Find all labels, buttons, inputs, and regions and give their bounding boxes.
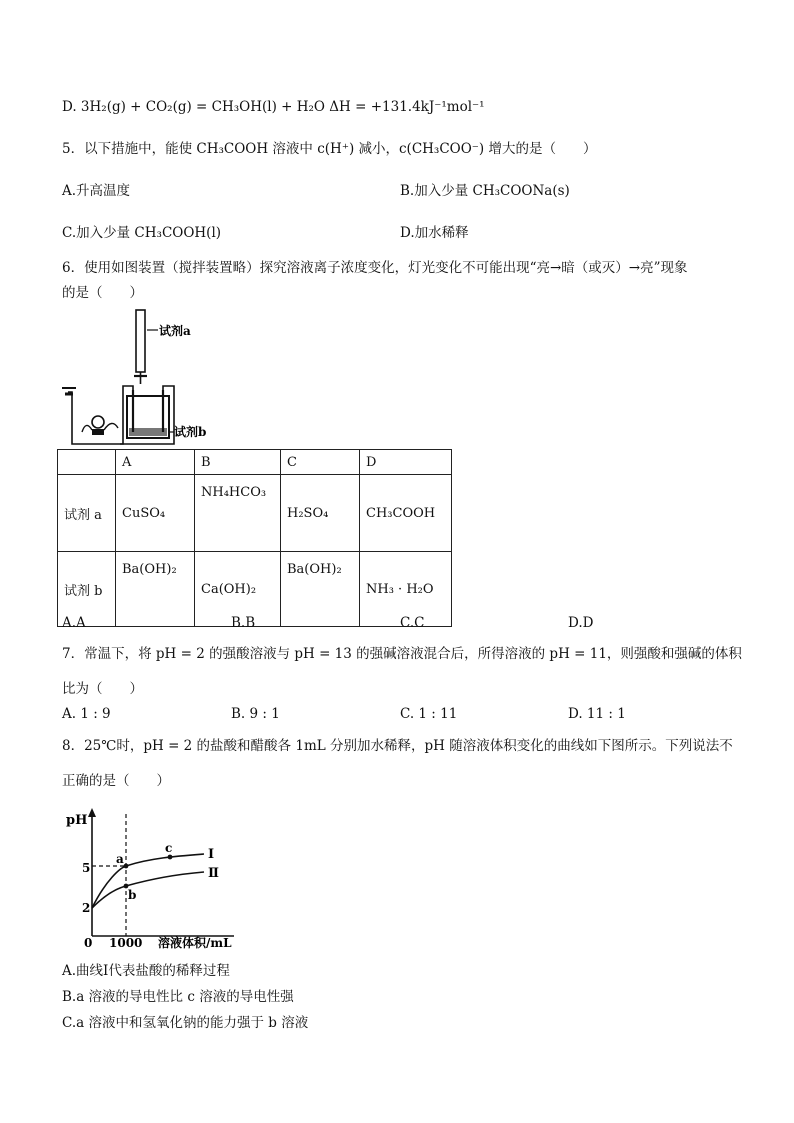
q6-option-d: D.D <box>568 615 594 631</box>
table-cell: 试剂 a <box>58 475 116 552</box>
q5-option-c: C.加入少量 CH₃COOH(l) <box>62 225 222 241</box>
table-cell: Ba(OH)₂ <box>281 552 360 627</box>
table-header-row <box>58 450 452 475</box>
y-axis-arrow <box>88 808 96 817</box>
x-axis-label: 溶液体积/mL <box>158 936 232 950</box>
point-c-label: c <box>165 841 173 855</box>
q6-option-a: A.A <box>62 615 86 631</box>
q7-option-d: D. 11 : 1 <box>568 706 626 722</box>
origin-label: 0 <box>84 936 93 950</box>
q5-option-d: D.加水稀释 <box>400 225 469 241</box>
table-cell <box>58 450 116 475</box>
q5-stem: 5．以下措施中，能使 CH₃COOH 溶液中 c(H⁺) 减小，c(CH₃COO⁻) 增大的是（ ） <box>62 141 597 157</box>
reagent-table <box>57 449 452 627</box>
q7-option-b: B. 9 : 1 <box>231 706 280 722</box>
apparatus-figure <box>60 308 230 448</box>
point-a-label: a <box>116 852 124 866</box>
table-cell: B <box>195 450 281 475</box>
y-axis-label: pH <box>66 813 88 828</box>
q5-option-b: B.加入少量 CH₃COONa(s) <box>400 183 570 199</box>
lamp-icon <box>92 416 104 428</box>
table-cell: 试剂 b <box>58 552 116 627</box>
y-tick-label: 5 <box>82 861 91 875</box>
wire-left <box>68 386 133 444</box>
table-cell: Ca(OH)₂ <box>195 552 281 627</box>
q5-option-a: A.升高温度 <box>62 183 131 199</box>
curve-i-label: Ⅰ <box>208 847 215 862</box>
curve-ii-label: Ⅱ <box>208 866 219 881</box>
lamp-base <box>92 429 104 435</box>
q7-option-c: C. 1 : 11 <box>400 706 458 722</box>
q8-option-c: C.a 溶液中和氢氧化钠的能力强于 b 溶液 <box>62 1015 309 1031</box>
q7-stem-line1: 7．常温下，将 pH = 2 的强酸溶液与 pH = 13 的强碱溶液混合后，所得溶液的 pH = 11，则强酸和强碱的体积 <box>62 646 742 662</box>
q6-stem-line2: 的是（ ） <box>62 285 143 301</box>
table-cell: A <box>116 450 195 475</box>
reagent-a-label: 试剂a <box>159 324 191 338</box>
table-row <box>58 475 452 552</box>
reagent-b-liquid <box>129 428 167 436</box>
q7-stem-line2: 比为（ ） <box>62 681 143 697</box>
point-b-label: b <box>128 888 137 902</box>
point-a <box>124 864 129 869</box>
burette <box>136 310 145 372</box>
ph-dilution-graph <box>62 806 262 950</box>
q7-option-a: A. 1 : 9 <box>62 706 111 722</box>
table-cell: H₂SO₄ <box>281 475 360 552</box>
table-cell: CuSO₄ <box>116 475 195 552</box>
table-cell: C <box>281 450 360 475</box>
y-tick-label: 2 <box>82 901 91 915</box>
x-tick-label: 1000 <box>109 936 143 950</box>
point-c <box>168 855 173 860</box>
q8-option-b: B.a 溶液的导电性比 c 溶液的导电性强 <box>62 989 294 1005</box>
q6-option-c: C.C <box>400 615 425 631</box>
q8-option-a: A.曲线Ⅰ代表盐酸的稀释过程 <box>62 963 230 979</box>
table-cell: Ba(OH)₂ <box>116 552 195 627</box>
q4-option-d: D. 3H₂(g) + CO₂(g) = CH₃OH(l) + H₂O ΔH = +131.4kJ⁻¹mol⁻¹ <box>62 99 485 115</box>
curve-ii <box>92 872 204 908</box>
table-cell: NH₄HCO₃ <box>195 475 281 552</box>
q8-stem-line1: 8．25℃时，pH = 2 的盐酸和醋酸各 1mL 分别加水稀释，pH 随溶液体积变化的曲线如下图所示。下列说法不 <box>62 738 733 754</box>
q6-stem-line1: 6．使用如图装置（搅拌装置略）探究溶液离子浓度变化，灯光变化不可能出现“亮→暗（或灭）→亮”现象 <box>62 260 688 276</box>
reagent-b-label: 试剂b <box>174 425 207 439</box>
table-cell: CH₃COOH <box>360 475 452 552</box>
table-cell: D <box>360 450 452 475</box>
q8-stem-line2: 正确的是（ ） <box>62 773 170 789</box>
q6-option-b: B.B <box>231 615 256 631</box>
table-cell: NH₃ · H₂O <box>360 552 452 627</box>
